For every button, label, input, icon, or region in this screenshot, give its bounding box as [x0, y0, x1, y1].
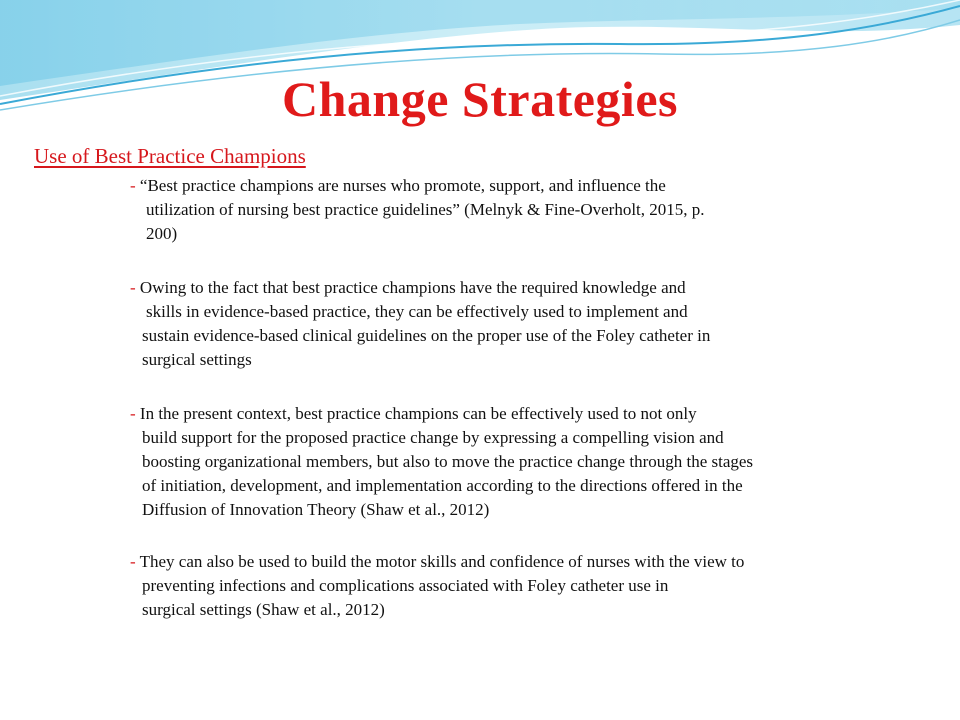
bullet-1-line-3: 200)	[146, 224, 178, 243]
bullet-1-line-1: “Best practice champions are nurses who promote, support, and influence the	[139, 176, 666, 195]
slide-title: Change Strategies	[282, 71, 678, 127]
bullet-2	[130, 276, 710, 372]
bullet-dash: -	[130, 278, 136, 297]
bullet-dash: -	[130, 176, 136, 195]
bullet-1-line-2: utilization of nursing best practice guidelines” (Melnyk & Fine-Overholt, 2015, p.	[146, 200, 705, 219]
slide-subtitle: Use of Best Practice Champions	[34, 144, 306, 168]
bullet-4-line-3: surgical settings (Shaw et al., 2012)	[142, 600, 385, 619]
bullet-4-line-2: preventing infections and complications associated with Foley catheter use in	[142, 576, 669, 595]
bullet-2-line-3: sustain evidence-based clinical guidelines on the proper use of the Foley catheter in	[142, 326, 711, 345]
bullet-4-line-1: They can also be used to build the motor skills and confidence of nurses with the view to	[139, 552, 745, 571]
bullet-dash: -	[130, 404, 136, 423]
bullet-2-line-2: skills in evidence-based practice, they can be effectively used to implement and	[146, 302, 688, 321]
bullet-3	[130, 402, 753, 522]
bullet-1	[130, 174, 705, 246]
bullet-2-line-4: surgical settings	[142, 350, 252, 369]
bullet-2-line-1: Owing to the fact that best practice champions have the required knowledge and	[139, 278, 686, 297]
bullet-3-line-3: boosting organizational members, but also to move the practice change through the stages	[142, 452, 754, 471]
bullet-4	[130, 550, 744, 622]
bullet-3-line-1: In the present context, best practice champions can be effectively used to not only	[139, 404, 697, 423]
bullet-3-line-5: Diffusion of Innovation Theory (Shaw et al., 2012)	[142, 500, 490, 519]
bullet-3-line-4: of initiation, development, and implementation according to the directions offered in the	[142, 476, 743, 495]
bullet-dash: -	[130, 552, 136, 571]
bullet-3-line-2: build support for the proposed practice change by expressing a compelling vision and	[142, 428, 724, 447]
